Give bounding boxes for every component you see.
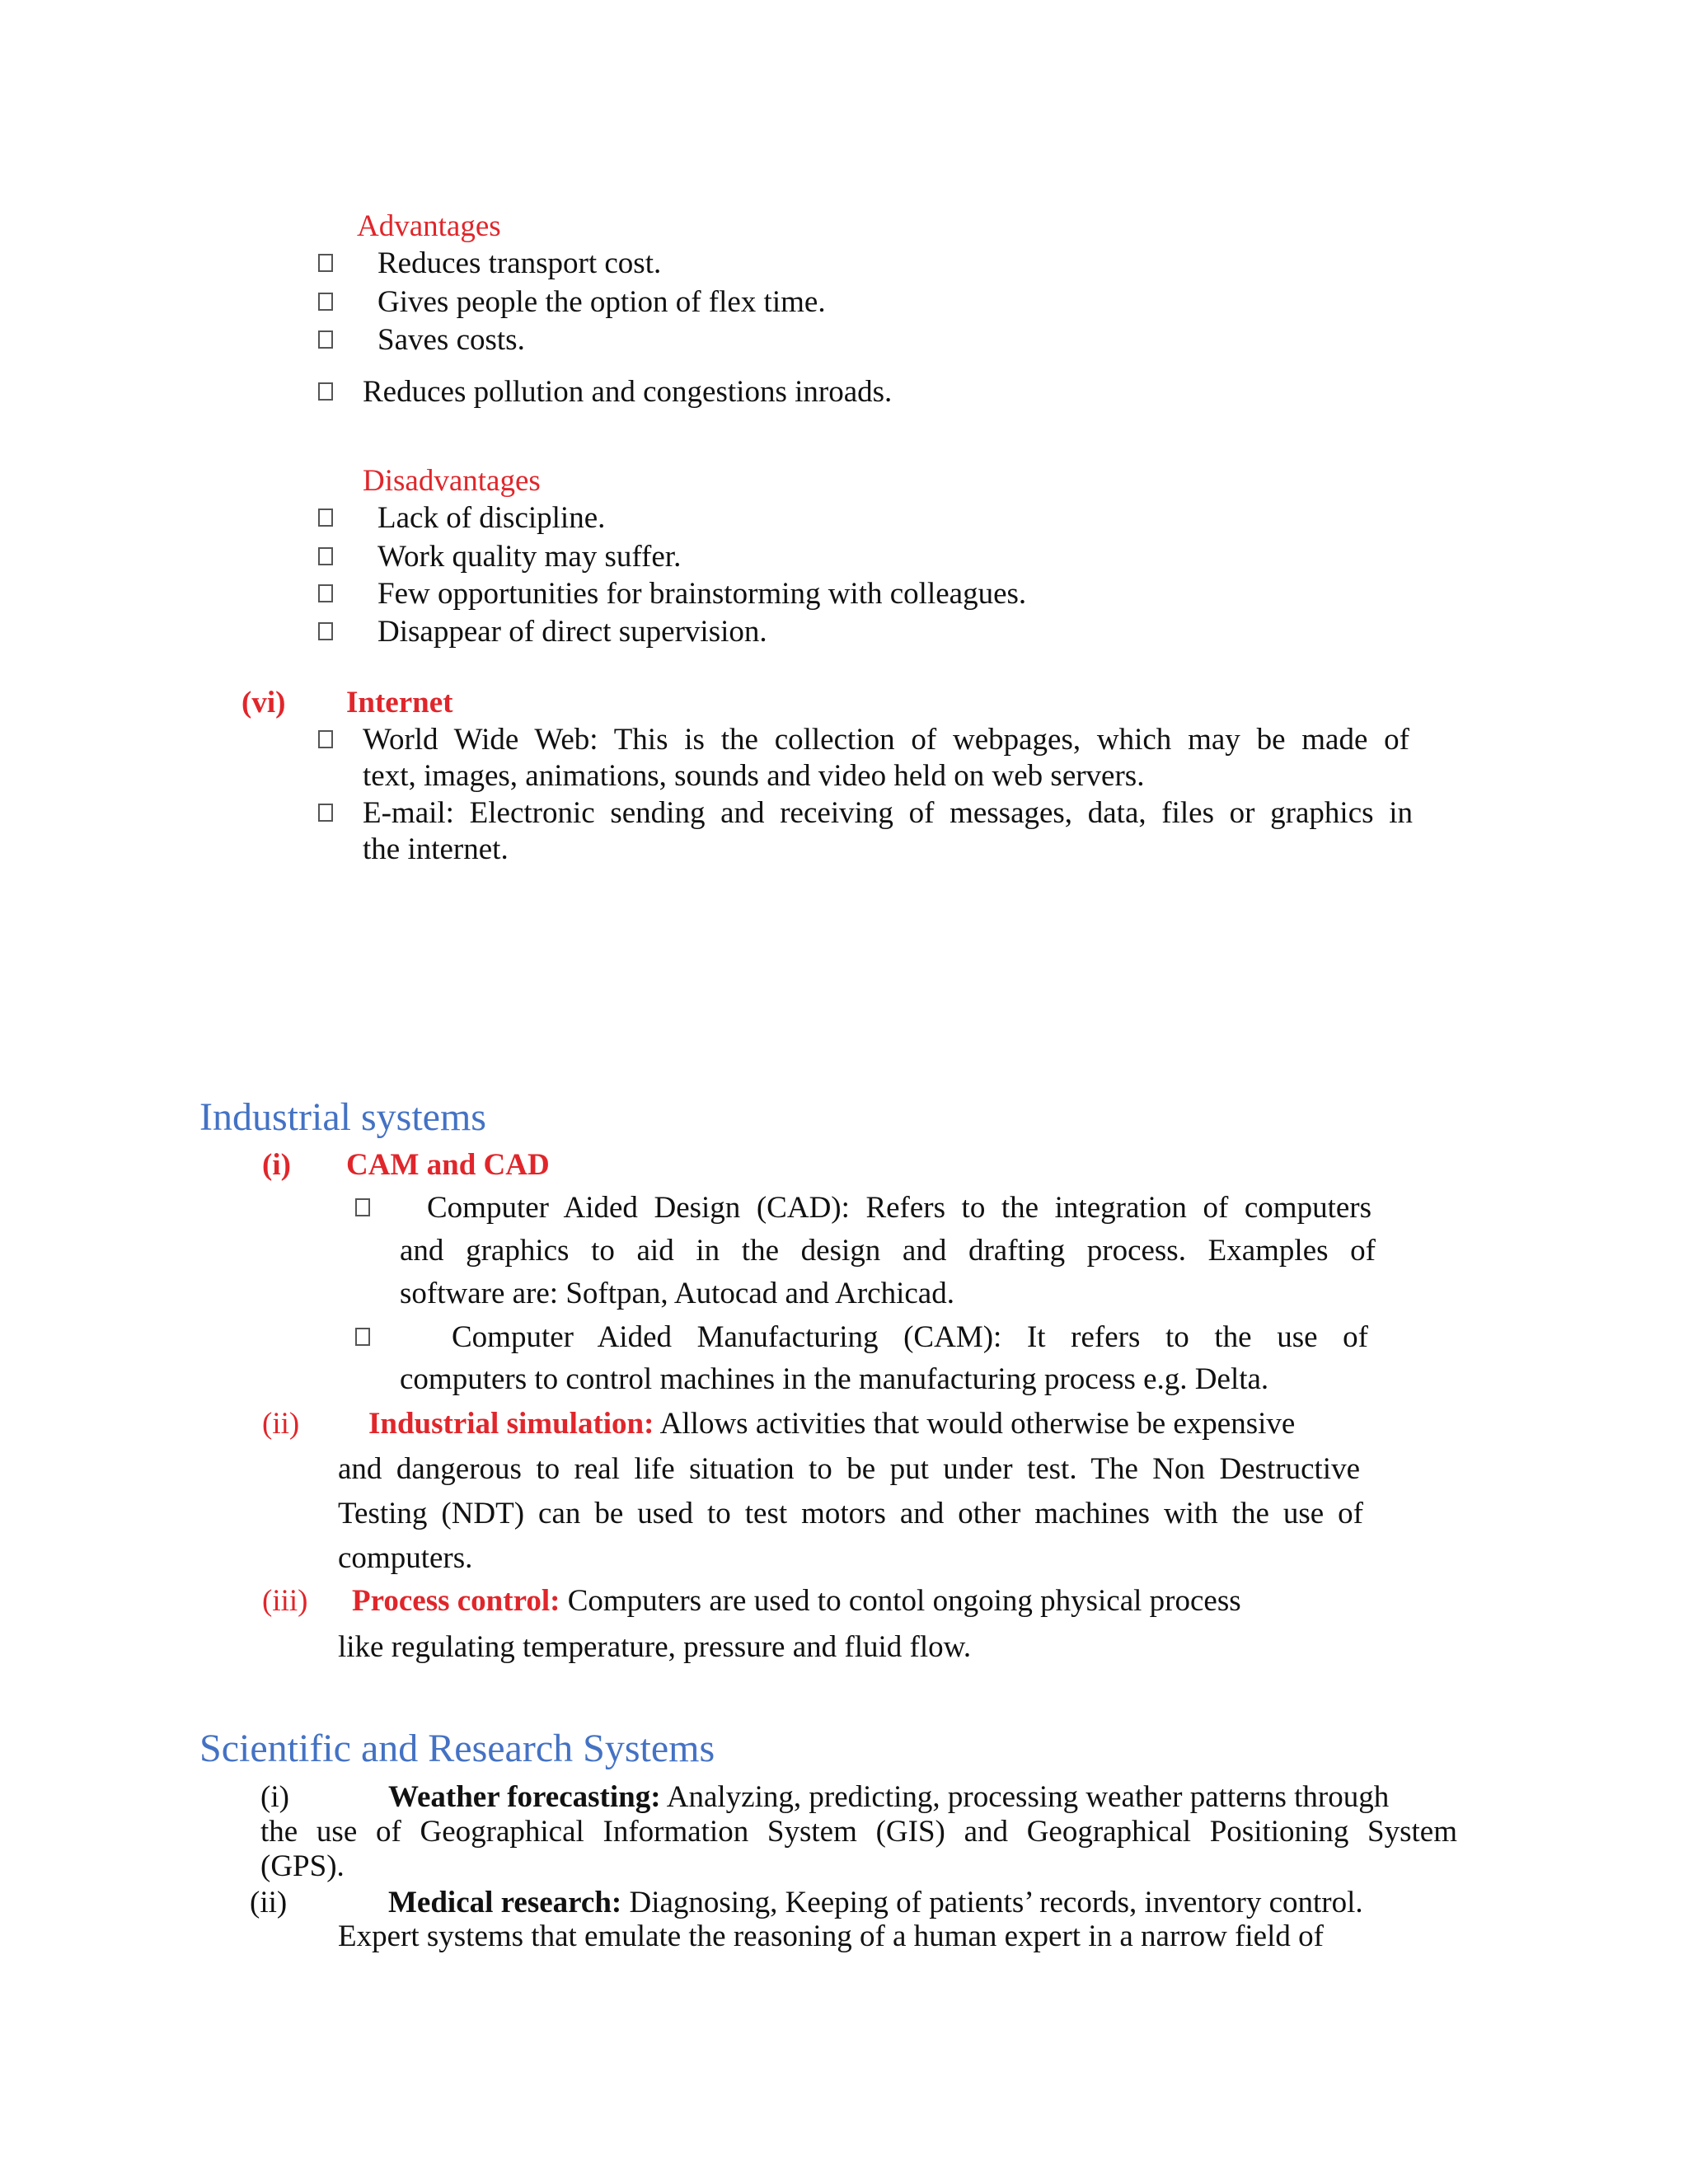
- internet-numeral: (vi): [241, 686, 286, 719]
- pc-first-text: Computers are used to contol ongoing physical process: [567, 1584, 1241, 1618]
- checkbox-icon: [318, 622, 333, 640]
- checkbox-icon: [318, 293, 333, 311]
- mr-paragraph-first: [388, 1885, 1363, 1921]
- list-item: Lack of discipline.: [377, 501, 606, 535]
- list-item: Disappear of direct supervision.: [377, 615, 767, 649]
- mr-numeral: (ii): [250, 1886, 288, 1919]
- checkbox-icon: [318, 382, 333, 401]
- email-line: E-mail: Electronic sending and receiving of messages, data, files or graphics in: [363, 796, 1413, 830]
- advantages-heading: Advantages: [357, 209, 501, 243]
- sim-paragraph-first: [368, 1406, 1295, 1442]
- wf-line: the use of Geographical Information System (GIS) and Geographical Positioning System: [260, 1815, 1457, 1849]
- scientific-title: Scientific and Research Systems: [199, 1727, 715, 1770]
- email-line: the internet.: [363, 832, 509, 866]
- wf-paragraph-first: [388, 1779, 1389, 1816]
- pc-numeral: (iii): [262, 1584, 308, 1618]
- sim-line: and dangerous to real life situation to be put under test. The Non Destructive: [338, 1452, 1360, 1486]
- checkbox-icon: [355, 1328, 370, 1346]
- checkbox-icon: [318, 509, 333, 527]
- sim-numeral: (ii): [262, 1407, 300, 1441]
- list-item: Reduces transport cost.: [377, 246, 662, 280]
- disadvantages-heading: Disadvantages: [363, 464, 541, 498]
- sim-first-text: Allows activities that would otherwise be expensive: [659, 1407, 1296, 1441]
- sim-line: Testing (NDT) can be used to test motors and other machines with the use of: [338, 1497, 1363, 1530]
- checkbox-icon: [318, 254, 333, 272]
- checkbox-icon: [318, 330, 333, 349]
- cam-numeral: (i): [262, 1148, 291, 1182]
- sim-heading: Industrial simulation:: [368, 1407, 654, 1441]
- internet-heading: Internet: [346, 686, 453, 719]
- wf-first-text: Analyzing, predicting, processing weather patterns through: [666, 1780, 1390, 1814]
- mr-line: Expert systems that emulate the reasoning of a human expert in a narrow field of: [338, 1919, 1324, 1953]
- list-item: Reduces pollution and congestions inroads.: [363, 375, 893, 409]
- pc-paragraph-first: [352, 1583, 1241, 1619]
- mr-first-text: Diagnosing, Keeping of patients’ records, inventory control.: [629, 1886, 1363, 1919]
- cad-line: Computer Aided Design (CAD): Refers to the integration of computers: [427, 1191, 1372, 1225]
- checkbox-icon: [355, 1198, 370, 1216]
- www-line: World Wide Web: This is the collection of webpages, which may be made of: [363, 723, 1409, 757]
- cad-line: software are: Softpan, Autocad and Archicad.: [400, 1277, 954, 1310]
- checkbox-icon: [318, 804, 333, 822]
- wf-line: (GPS).: [260, 1849, 345, 1883]
- checkbox-icon: [318, 730, 333, 748]
- cam-heading: CAM and CAD: [346, 1148, 550, 1182]
- wf-heading: Weather forecasting:: [388, 1780, 661, 1814]
- list-item: Gives people the option of flex time.: [377, 285, 826, 319]
- cad-line: and graphics to aid in the design and drafting process. Examples of: [400, 1234, 1376, 1268]
- list-item: Work quality may suffer.: [377, 540, 682, 574]
- www-line: text, images, animations, sounds and video held on web servers.: [363, 759, 1145, 793]
- cam-line: Computer Aided Manufacturing (CAM): It refers to the use of: [452, 1320, 1368, 1354]
- mr-heading: Medical research:: [388, 1886, 622, 1919]
- wf-numeral: (i): [260, 1780, 289, 1814]
- sim-line: computers.: [338, 1541, 473, 1575]
- checkbox-icon: [318, 547, 333, 565]
- pc-heading: Process control:: [352, 1584, 560, 1618]
- industrial-title: Industrial systems: [199, 1095, 486, 1139]
- checkbox-icon: [318, 584, 333, 602]
- list-item: Few opportunities for brainstorming with colleagues.: [377, 577, 1027, 611]
- cam-line: computers to control machines in the manufacturing process e.g. Delta.: [400, 1362, 1269, 1396]
- pc-line: like regulating temperature, pressure and fluid flow.: [338, 1630, 972, 1664]
- list-item: Saves costs.: [377, 323, 525, 357]
